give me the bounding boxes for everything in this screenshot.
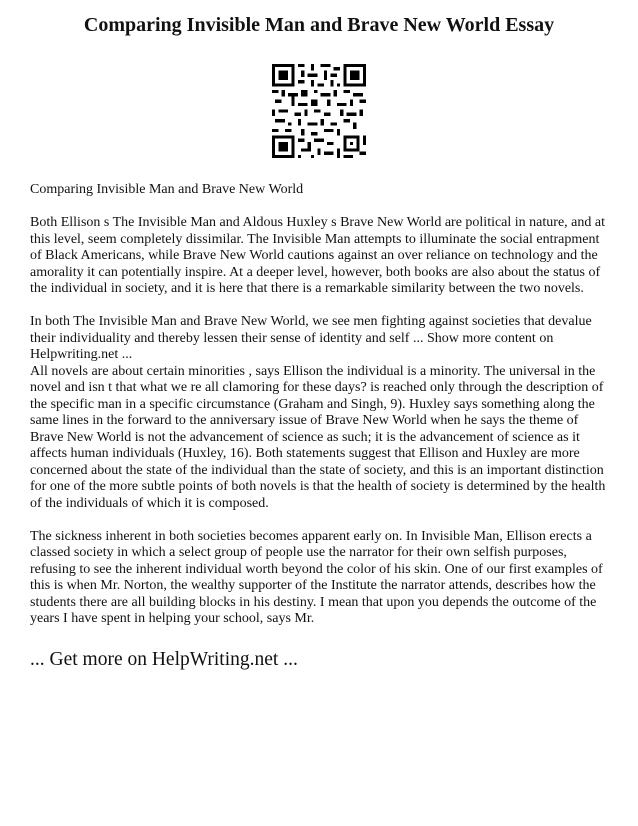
get-more-link[interactable]: ... Get more on HelpWriting.net ... xyxy=(30,649,298,670)
page-title: Comparing Invisible Man and Brave New World Essay xyxy=(83,14,555,36)
essay-subtitle: Comparing Invisible Man and Brave New World xyxy=(30,182,304,197)
essay-paragraph: In both The Invisible Man and Brave New World, we see men fighting against societies that devalue their individuality and thereby lessen their sense of identity and self ... Show more content on Helpwriting.net ... xyxy=(30,314,592,362)
qr-code xyxy=(272,64,366,158)
essay-paragraph: The sickness inherent in both societies becomes apparent early on. In Invisible Man, Ellison erects a classed society in which a select group of people use the narrator for their own selfish purposes, refusing to see the inherent individual worth beyond the color of his skin. One of our first examples of this is when Mr. Norton, the wealthy supporter of the Institute the narrator attends, describes how the students there are all building blocks in his destiny. I mean that upon you depends the outcome of the years I have spent in helping your school, says Mr. xyxy=(30,528,603,626)
essay-paragraph: All novels are about certain minorities , says Ellison the individual is a minority. The universal in the novel and isn t that what we re all clamoring for these days? is reached only through the description of the specific man in a specific circumstance (Graham and Singh, 9). Huxley says something along the same lines in the forward to the anniversary issue of Brave New World when he says the theme of Brave New World is not the advancement of science as such; it is the advancement of science as it affects human individuals (Huxley, 16). Both statements suggest that Ellison and Huxley are more concerned about the state of the individual than the state of society, and this is an important distinction for one of the more subtle points of both novels is that the health of society is determined by the health of the individuals of which it is composed. xyxy=(30,363,606,511)
essay-body xyxy=(30,182,614,628)
essay-paragraph: Both Ellison s The Invisible Man and Aldous Huxley s Brave New World are political in nature, and at this level, seem completely dissimilar. The Invisible Man attempts to illuminate the social entrapment of Black Americans, while Brave New World cautions against an over reliance on technology and the amorality it can potentially inspire. At a deeper level, however, both books are also about the status of the individual in society, and it is here that there is a remarkable similarity between the two novels. xyxy=(30,215,605,296)
